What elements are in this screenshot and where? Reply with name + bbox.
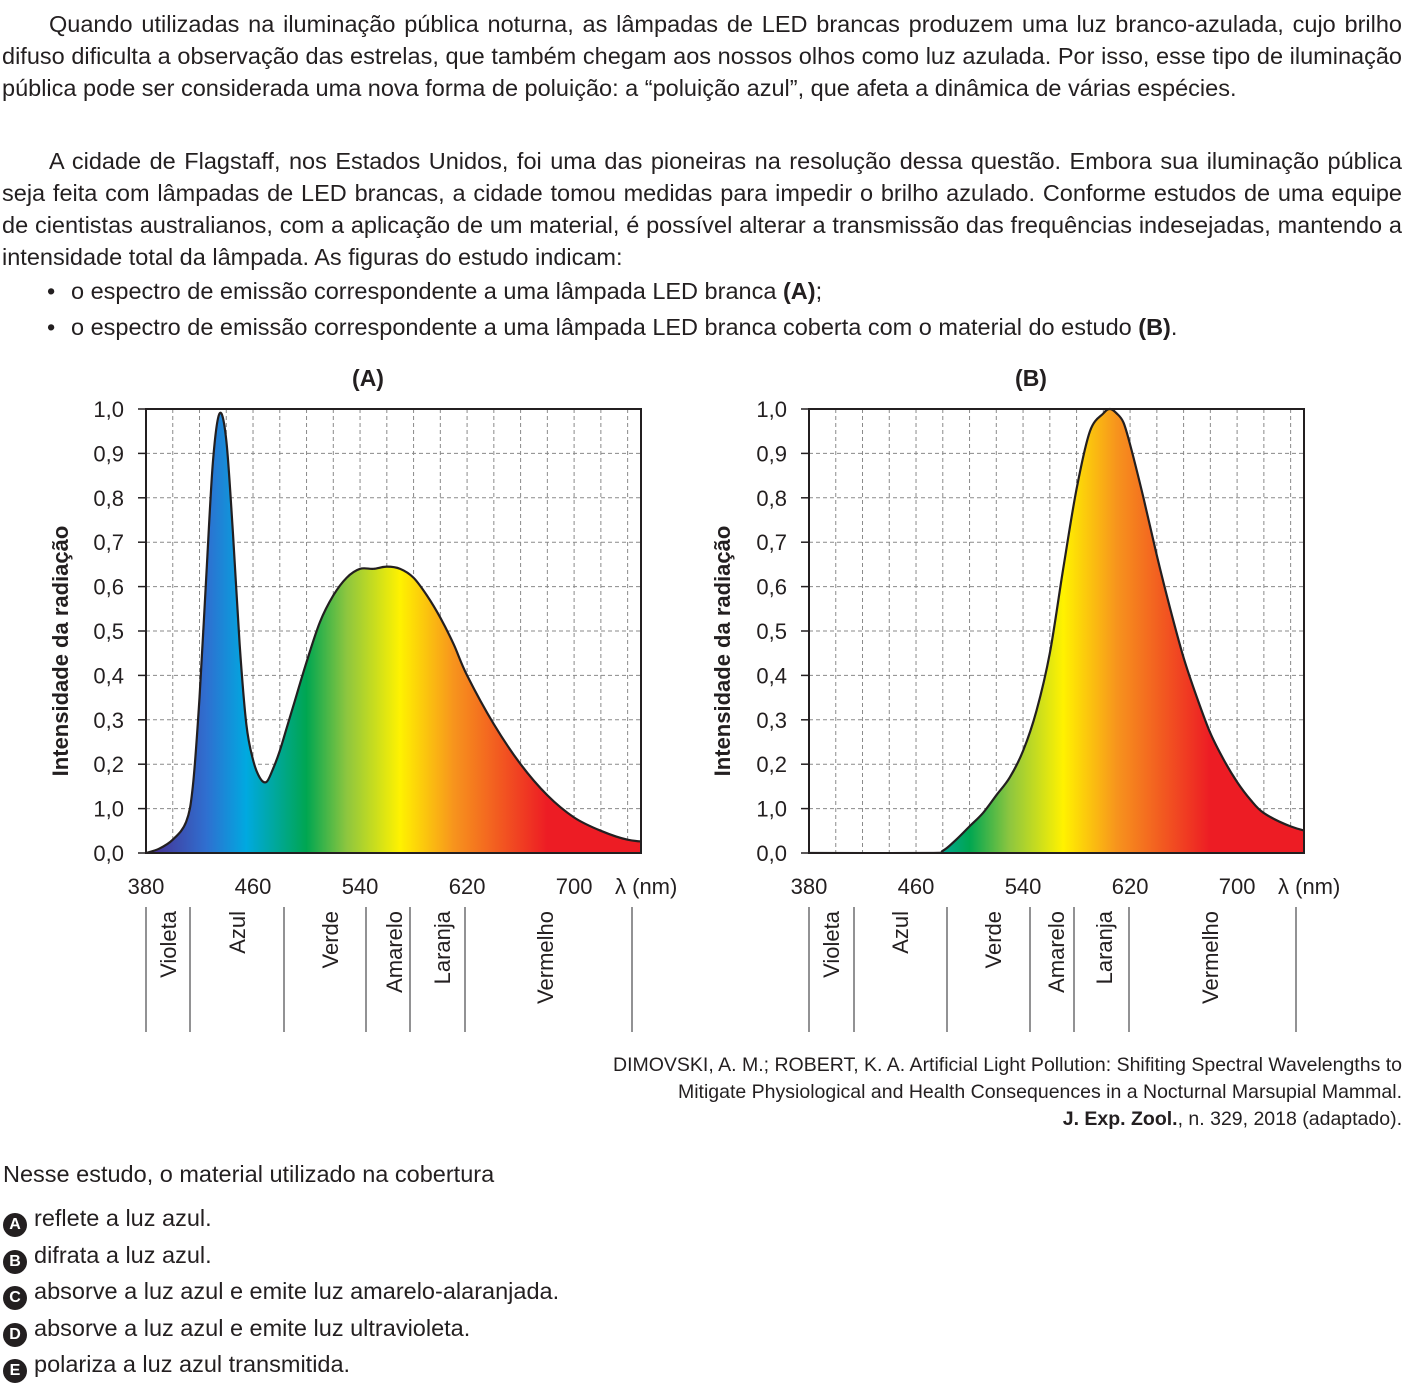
option-c-badge: C	[3, 1286, 27, 1310]
band-label-azul: Azul	[888, 911, 913, 954]
bullet-a-text: o espectro de emissão correspondente a uma lâmpada LED branca	[71, 278, 783, 304]
bullet-item-b	[47, 311, 1177, 343]
y-tick-label: 0,3	[93, 707, 124, 733]
answer-option-e[interactable]	[3, 1348, 350, 1383]
answer-option-d[interactable]	[3, 1312, 470, 1347]
spectrum-charts	[0, 350, 1410, 1050]
source-rest: , n. 329, 2018 (adaptado).	[1177, 1108, 1402, 1130]
x-tick-label: 620	[1111, 874, 1149, 899]
x-tick-label: 380	[127, 874, 165, 899]
band-label-laranja: Laranja	[1092, 911, 1117, 985]
y-tick-label: 0,8	[93, 485, 124, 511]
option-e-badge: E	[3, 1359, 27, 1383]
source-line-1: DIMOVSKI, A. M.; ROBERT, K. A. Artificial Light Pollution: Shifiting Spectral Wavelengths to	[613, 1054, 1402, 1076]
bullet-a-end: ;	[815, 278, 823, 304]
intro-paragraph-2	[2, 145, 1402, 273]
y-tick-label: 1,0	[93, 796, 124, 822]
x-tick-label: 540	[341, 874, 379, 899]
chart-a	[48, 365, 681, 1032]
band-label-azul: Azul	[225, 911, 250, 954]
y-tick-label: 0,6	[93, 574, 124, 600]
x-tick-label: 620	[448, 874, 486, 899]
band-label-laranja: Laranja	[430, 911, 455, 985]
option-d-text: absorve a luz azul e emite luz ultravioleta.	[34, 1315, 471, 1341]
bullet-a-bold: (A)	[782, 278, 816, 304]
option-d-badge: D	[3, 1323, 27, 1347]
band-label-amarelo: Amarelo	[382, 911, 407, 993]
y-tick-label: 0,7	[93, 530, 124, 556]
intro-paragraph-1	[2, 8, 1402, 104]
answer-option-a[interactable]	[3, 1202, 212, 1237]
source-line-3	[613, 1106, 1402, 1133]
source-journal: J. Exp. Zool.	[1062, 1108, 1178, 1130]
bullet-b-bold: (B)	[1138, 314, 1171, 340]
bullet-b-end: .	[1170, 314, 1178, 340]
band-label-vermelho: Vermelho	[533, 911, 558, 1004]
y-tick-label: 0,0	[93, 841, 124, 866]
x-tick-label: 700	[1218, 874, 1256, 899]
answer-option-b[interactable]	[3, 1239, 212, 1274]
chart-b	[710, 365, 1344, 1032]
y-tick-label: 0,6	[756, 574, 787, 600]
band-label-amarelo: Amarelo	[1044, 911, 1069, 993]
x-axis-label: λ (nm)	[615, 874, 678, 899]
y-tick-label: 0,8	[756, 485, 787, 511]
answer-option-c[interactable]	[3, 1275, 559, 1310]
x-tick-label: 700	[555, 874, 593, 899]
bullet-b-text: o espectro de emissão correspondente a uma lâmpada LED branca coberta com o material do estudo	[71, 314, 1139, 340]
band-label-violeta: Violeta	[156, 911, 181, 978]
bullet-item-a	[47, 275, 822, 307]
option-b-badge: B	[3, 1250, 27, 1274]
x-axis-label: λ (nm)	[1278, 874, 1341, 899]
option-a-badge: A	[3, 1213, 27, 1237]
x-tick-label: 460	[897, 874, 935, 899]
option-a-text: reflete a luz azul.	[34, 1205, 212, 1231]
source-line-2: Mitigate Physiological and Health Consequences in a Nocturnal Marsupial Mammal.	[677, 1081, 1402, 1103]
y-tick-label: 1,0	[756, 796, 787, 822]
spectrum-area	[146, 413, 681, 853]
band-label-verde: Verde	[981, 911, 1006, 969]
x-tick-label: 380	[790, 874, 828, 899]
y-tick-label: 0,9	[756, 441, 787, 467]
source-citation	[613, 1052, 1402, 1133]
y-tick-label: 0,5	[756, 619, 787, 644]
option-b-text: difrata a luz azul.	[34, 1242, 212, 1268]
intro-paragraph-1-text: Quando utilizadas na iluminação pública noturna, as lâmpadas de LED brancas produzem uma luz branco-azulada, cujo brilho difuso dificulta a observação das estrelas, que também chegam aos nossos olhos como luz azulada. Por isso, esse tipo de iluminação pública pode ser considerada uma nova forma de poluição: a “poluição azul”, que afeta a dinâmica de várias espécies.	[2, 11, 1402, 101]
y-tick-label: 0,3	[756, 707, 787, 733]
y-tick-label: 0,4	[93, 663, 124, 689]
chart-title: (B)	[1015, 365, 1047, 391]
y-tick-label: 0,4	[756, 663, 787, 689]
band-label-vermelho: Vermelho	[1198, 911, 1223, 1004]
x-tick-label: 540	[1004, 874, 1042, 899]
question-stem: Nesse estudo, o material utilizado na cobertura	[3, 1161, 495, 1187]
chart-title: (A)	[352, 365, 384, 391]
y-tick-label: 0,0	[756, 841, 787, 866]
y-tick-label: 0,2	[93, 752, 124, 778]
bullet-marker: •	[47, 278, 56, 304]
y-tick-label: 0,9	[93, 441, 124, 467]
option-e-text: polariza a luz azul transmitida.	[34, 1351, 351, 1377]
y-tick-label: 1,0	[756, 397, 787, 422]
bullet-marker: •	[47, 314, 56, 340]
y-tick-label: 1,0	[93, 397, 124, 422]
band-label-verde: Verde	[318, 911, 343, 969]
option-c-text: absorve a luz azul e emite luz amarelo-alaranjada.	[34, 1278, 560, 1304]
band-label-violeta: Violeta	[819, 911, 844, 978]
y-axis-label: Intensidade da radiação	[48, 525, 73, 777]
y-tick-label: 0,7	[756, 530, 787, 556]
intro-paragraph-2-text: A cidade de Flagstaff, nos Estados Unidos, foi uma das pioneiras na resolução dessa questão. Embora sua iluminação pública seja feita com lâmpadas de LED brancas, a cidade tomou medidas para impedir o brilho azulado. Conforme estudos de uma equipe de cientistas australianos, com a aplicação de um material, é possível alterar a transmissão das frequências indesejadas, mantendo a intensidade total da lâmpada. As figuras do estudo indicam:	[2, 148, 1402, 270]
y-tick-label: 0,5	[93, 619, 124, 644]
x-tick-label: 460	[234, 874, 272, 899]
y-tick-label: 0,2	[756, 752, 787, 778]
y-axis-label: Intensidade da radiação	[710, 525, 735, 777]
